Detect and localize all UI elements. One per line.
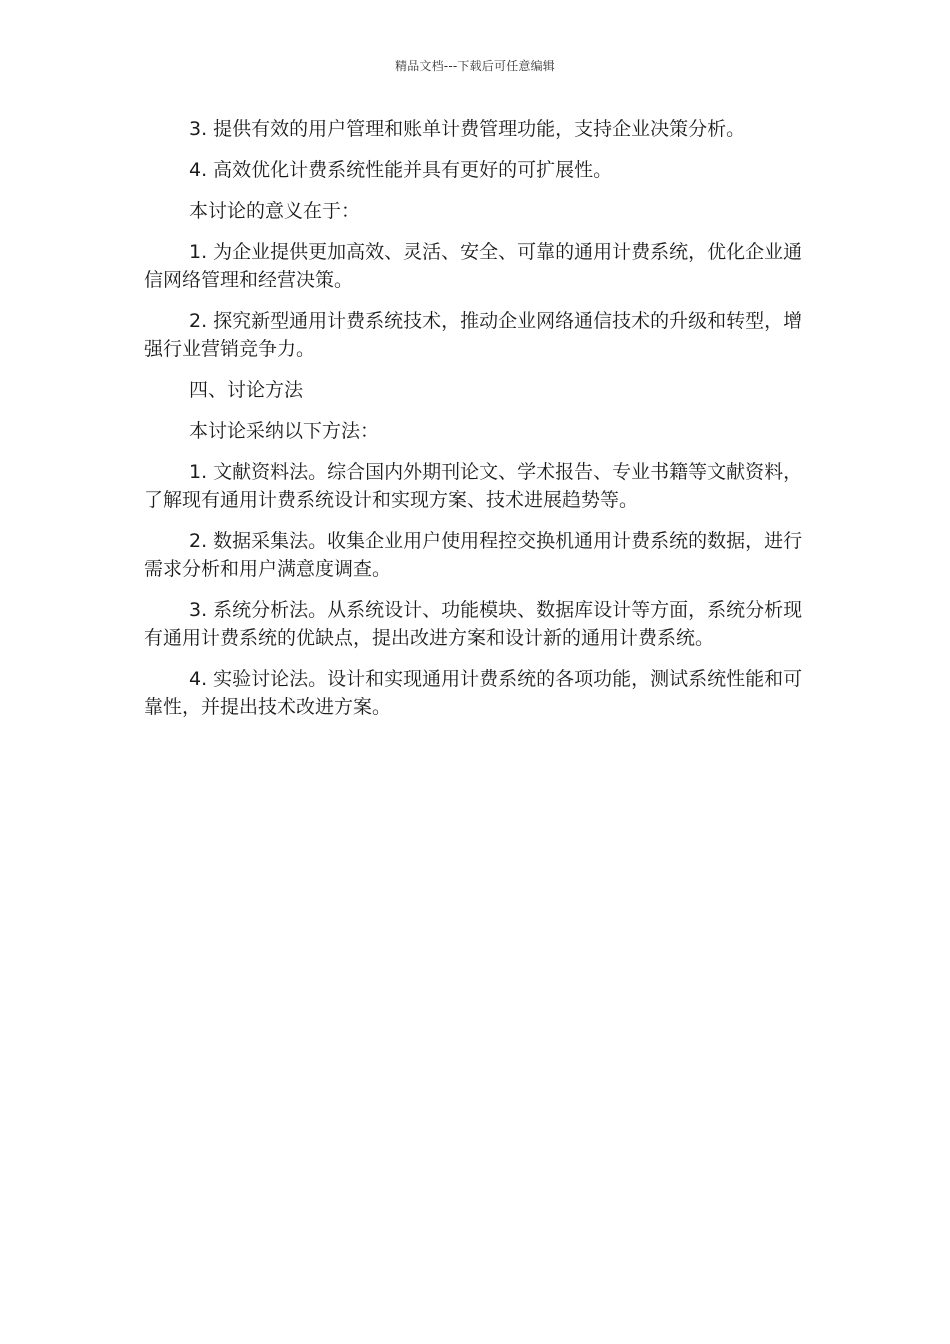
paragraph-method-1: 1. 文献资料法。综合国内外期刊论文、学术报告、专业书籍等文献资料，了解现有通用计费系统设计和实现方案、技术进展趋势等。 xyxy=(144,461,803,511)
paragraph-significance-1: 1. 为企业提供更加高效、灵活、安全、可靠的通用计费系统，优化企业通信网络管理和经营决策。 xyxy=(144,241,803,291)
paragraph-goal-4: 4. 高效优化计费系统性能并具有更好的可扩展性。 xyxy=(189,159,613,181)
page-header: 精品文档---下载后可任意编辑 xyxy=(395,59,555,73)
paragraph-method-2: 2. 数据采集法。收集企业用户使用程控交换机通用计费系统的数据，进行需求分析和用户满意度调查。 xyxy=(144,530,803,580)
paragraph-significance-intro: 本讨论的意义在于： xyxy=(189,200,361,222)
paragraph-significance-2: 2. 探究新型通用计费系统技术，推动企业网络通信技术的升级和转型，增强行业营销竞争力。 xyxy=(144,310,803,360)
section-heading-methods: 四、讨论方法 xyxy=(189,379,304,401)
paragraph-goal-3: 3. 提供有效的用户管理和账单计费管理功能，支持企业决策分析。 xyxy=(189,118,746,140)
document-body xyxy=(144,115,806,734)
paragraph-methods-intro: 本讨论采纳以下方法： xyxy=(189,420,380,442)
paragraph-method-4: 4. 实验讨论法。设计和实现通用计费系统的各项功能，测试系统性能和可靠性，并提出技术改进方案。 xyxy=(144,668,803,718)
paragraph-method-3: 3. 系统分析法。从系统设计、功能模块、数据库设计等方面，系统分析现有通用计费系统的优缺点，提出改进方案和设计新的通用计费系统。 xyxy=(144,599,803,649)
